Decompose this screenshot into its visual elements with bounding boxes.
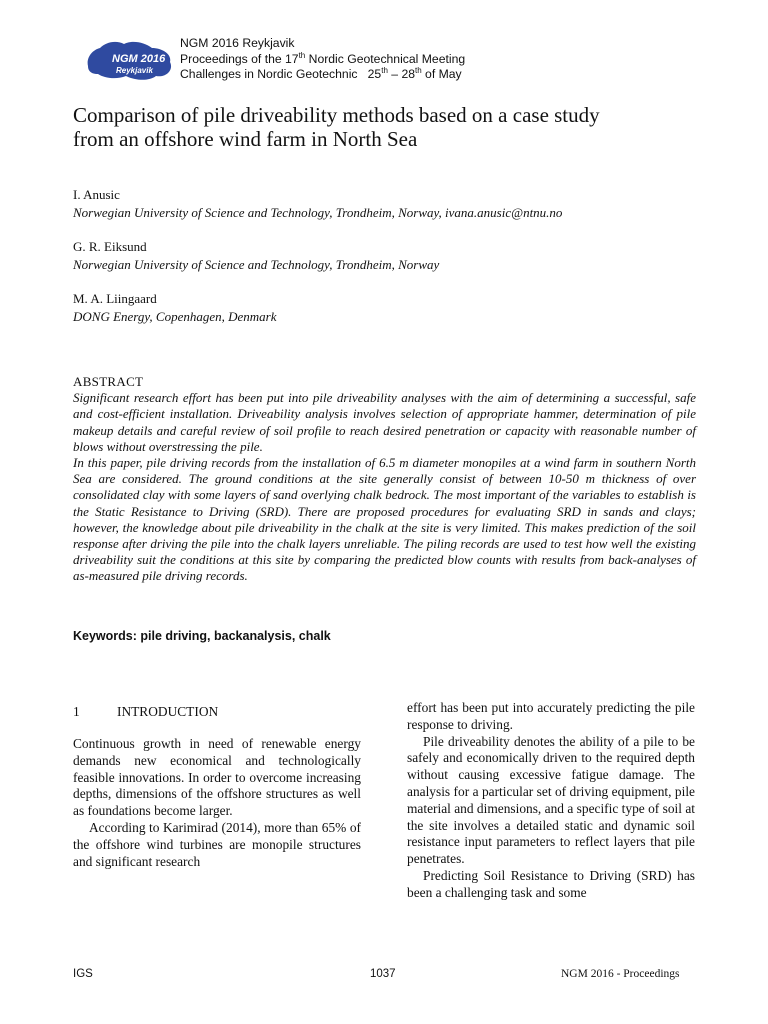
author-block <box>73 186 713 222</box>
body-paragraph: According to Karimirad (2014), more than 65% of the offshore wind turbines are monopile structures and significant research <box>73 819 361 869</box>
conference-info <box>180 36 465 83</box>
body-paragraph: Pile driveability denotes the ability of a pile to be safely and economically driven to the required depth without causing excessive fatigue damage. The analysis for a particular set of driving equipment, pile material and dimensions, and a specific type of soil at the site involves a detailed static and dynamic soil resistance input parameters to reflect layers that pile penetrates. <box>407 733 695 867</box>
svg-text:NGM 2016: NGM 2016 <box>112 53 166 65</box>
body-paragraph: Continuous growth in need of renewable energy demands new economical and technologically feasible innovations. In order to overcome increasing depths, dimensions of the offshore structures as well as foundations become larger. <box>73 736 361 819</box>
abstract-paragraph-2: In this paper, pile driving records from the installation of 6.5 m diameter monopiles at a wind farm in southern North Sea are considered. The ground conditions at the site generally consist of between 10-50 m thickness of over consolidated clay with some layers of sand overlying chalk bedrock. The most important of the variables to establish is the Static Resistance to Driving (SRD). There are proposed procedures for evaluating SRD in sands and clays; however, the knowledge about pile driveability in the chalk at the site is very limited. This makes prediction of the soil response after driving the pile into the chalk layers unreliable. The piling records are used to test how well the existing driveability suit the conditions at this site by comparing the predicted blow counts with results from back-analyses of as-measured pile driving records. <box>73 455 696 584</box>
section-number: 1 <box>73 704 80 719</box>
author-affiliation: Norwegian University of Science and Technology, Trondheim, Norway, ivana.anusic@ntnu.no <box>73 205 563 220</box>
body-paragraph: Predicting Soil Resistance to Driving (SRD) has been a challenging task and some <box>407 867 695 900</box>
author-block <box>73 238 713 274</box>
author-block <box>73 290 713 326</box>
author-affiliation: DONG Energy, Copenhagen, Denmark <box>73 309 277 324</box>
author-name: G. R. Eiksund <box>73 239 147 254</box>
author-affiliation: Norwegian University of Science and Technology, Trondheim, Norway <box>73 257 440 272</box>
svg-text:Reykjavik: Reykjavik <box>116 66 153 75</box>
author-name: M. A. Liingaard <box>73 291 157 306</box>
keywords: Keywords: pile driving, backanalysis, chalk <box>73 629 331 643</box>
proceedings-line: Proceedings of the 17th Nordic Geotechnical Meeting <box>180 50 466 66</box>
dates-line: Challenges in Nordic Geotechnic 25th – 28th of May <box>180 65 462 81</box>
footer-left: IGS <box>73 968 93 980</box>
abstract-paragraph-1: Significant research effort has been put into pile driveability analyses with the aim of determining a successful, safe and cost-efficient installation. Driveability analysis involves selection of appropriate hammer, determination of pile makeup details and careful review of soil profile to reach desired penetration or capacity with reasonable number of blows without overstressing the pile. <box>73 390 696 454</box>
abstract-heading: ABSTRACT <box>73 374 144 389</box>
paper-title <box>73 103 713 151</box>
conference-name: NGM 2016 Reykjavik <box>180 36 295 50</box>
section-title: INTRODUCTION <box>117 704 219 719</box>
abstract <box>73 374 696 585</box>
body-paragraph: effort has been put into accurately predicting the pile response to driving. <box>407 700 695 732</box>
ngm-logo-icon <box>82 36 178 82</box>
title-line-2: from an offshore wind farm in North Sea <box>73 127 418 151</box>
page-header <box>82 36 702 92</box>
left-column <box>73 736 361 870</box>
section-heading <box>73 704 218 720</box>
footer-right: NGM 2016 - Proceedings <box>561 968 680 980</box>
author-list <box>73 186 713 342</box>
right-column <box>407 700 695 902</box>
title-line-1: Comparison of pile driveability methods based on a case study <box>73 103 600 127</box>
page-number: 1037 <box>370 968 396 980</box>
author-name: I. Anusic <box>73 187 120 202</box>
